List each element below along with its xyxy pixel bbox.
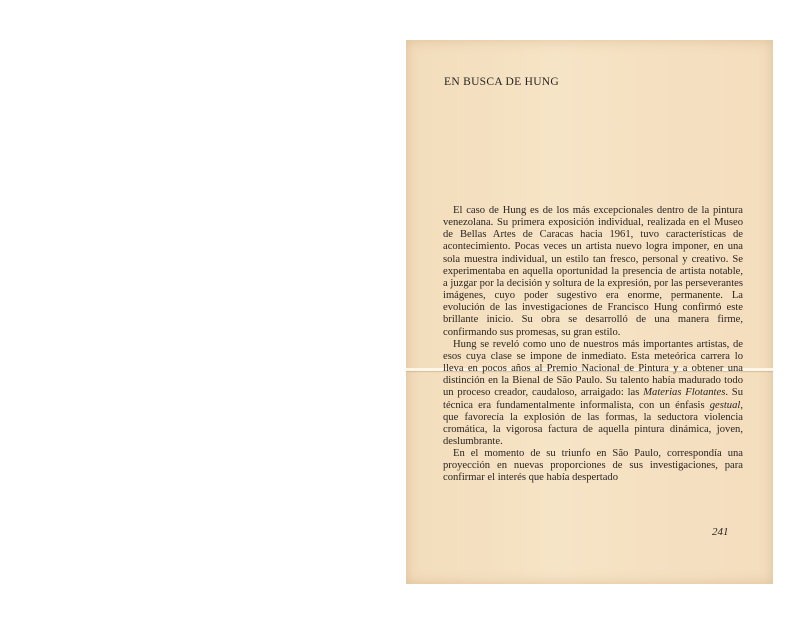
text-run: En el momento de su triunfo en São Paulo, correspondía una proyección en nuevas proporciones de sus investigaciones, para confirmar el interés que había despertado [443,448,743,484]
paragraph [443,448,743,484]
chapter-heading: EN BUSCA DE HUNG [444,76,560,88]
book-page [406,40,773,584]
text-run: El caso de Hung es de los más excepcionales dentro de la pintura venezolana. Su primera exposición individual, realizada en el Museo de Bellas Artes de Caracas hacia 1961, tuvo características de acontecimiento. Pocas veces un artista nuevo logra imponer, en una sola muestra individual, un estilo tan fresco, personal y creativo. Se experimentaba en aquella oportunidad la presencia de artista notable, a juzgar por la decisión y soltura de la expresión, por las perseverantes imágenes, cuyo poder sugestivo era enorme, permanente. La evolución de las investigaciones de Francisco Hung confirmó este brillante inicio. Su obra se desarrolló de una manera firme, confirmando sus promesas, su gran estilo. [443,205,743,338]
text-run: , que favorecía la explosión de las formas, la seductora violencia cromática, la vigorosa factura de aquella pintura dinámica, joven, deslumbrante. [443,399,743,447]
italic-title-materias-flotantes: Materias Flotantes [643,387,726,399]
paragraph [443,205,743,339]
italic-term-gestual: gestual [709,399,741,411]
text-run: . Su técnica era fundamentalmente informalista, con un énfasis [443,387,743,411]
text-run: Hung se reveló como uno de nuestros más importantes artistas, de esos cuya clase se impone de inmediato. Esta meteórica carrera lo lleva en pocos años al Premio Nacional de Pintura y a obtener una distinción en la Bienal de São Paulo. Su talento había madurado todo un proceso creador, caudaloso, arraigado: las [443,338,743,399]
body-text [443,205,743,485]
paragraph [443,339,743,448]
page-number: 241 [712,526,729,538]
